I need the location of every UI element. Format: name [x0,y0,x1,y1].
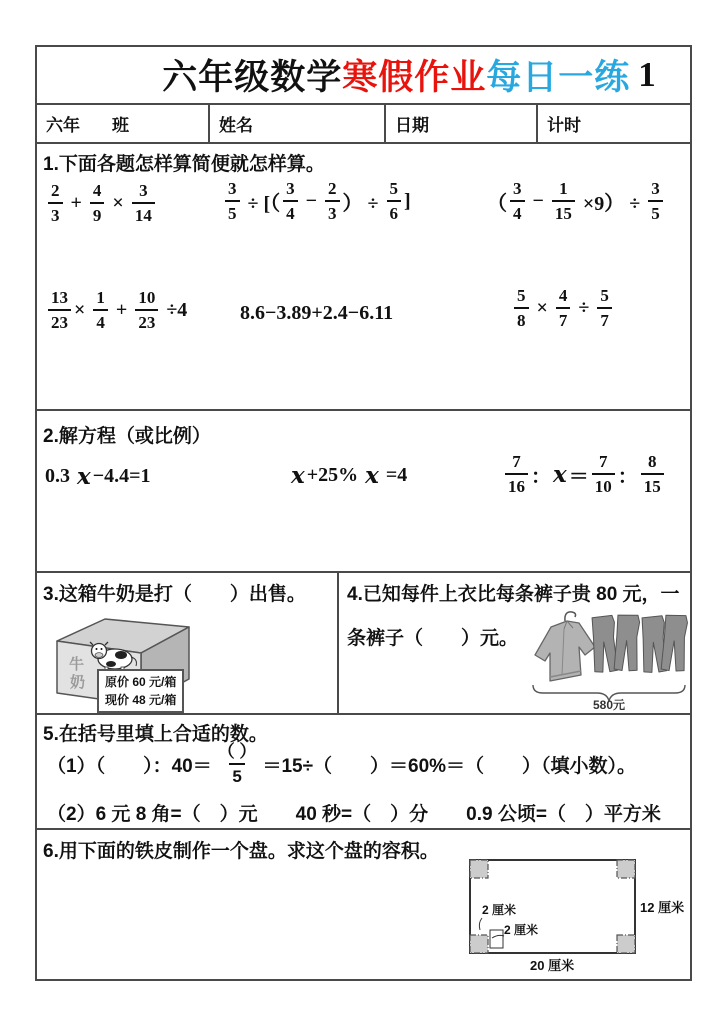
section-5-fill-blanks [37,713,690,828]
title-row [37,47,690,103]
corner-cutout-top-right [617,860,635,878]
corner-cutout-bottom-left [470,935,488,953]
hanger-icon [565,612,576,621]
section-1-simplify [37,142,690,409]
section-3-question: 3.这箱牛奶是打（ ）出售。 [43,584,306,605]
s2-equation-1: 0.3 x −4.4=1 [45,463,151,490]
milk-char-1: 牛 [69,656,85,673]
s5-line-1: （1）（ ）：40＝ $\frac{( )}{5}$ ＝15÷（ ）＝60%＝（ ）（填小数）。 [47,742,637,786]
jacket-icon [535,621,595,681]
clothes-icon [529,609,689,711]
tin-diagram-figure [452,846,687,976]
clothes-figure [529,609,689,711]
info-cell-date [384,105,536,142]
section-2-equations [37,409,690,571]
section-6-tin-tray [37,828,690,979]
price-original: 原价 60 元/箱 [105,675,177,689]
section-6-heading: 6.用下面的铁皮制作一个盘。求这个盘的容积。 [43,841,439,862]
s1-problem-2: $\frac{3}{5}$ ÷ [（ $\frac{3}{4}$ − $\frac{2}{3}$ ） ÷ $\frac{5}{6}$ ] [222,180,411,222]
section-3-4-row [37,571,690,713]
dim-12cm-right: 12 厘米 [640,900,685,915]
section-5-heading: 5.在括号里填上合适的数。 [43,724,268,745]
title-part-blue: 每日一练 [486,58,631,97]
section-1-heading: 1.下面各题怎样算简便就怎样算。 [43,154,325,175]
info-cell-class [37,105,208,142]
s1-problem-1: $\frac{2}{3}$ + $\frac{4}{9}$ × $\frac{3}{14}$ [45,182,158,224]
tin-diagram [452,846,687,976]
price-tag [97,669,184,713]
s1-problem-3: （ $\frac{3}{4}$ − $\frac{1}{15}$ ×9） ÷ $\frac{3}{5}$ [487,180,666,222]
title-number: 1 [638,55,657,94]
dim-20cm-bottom: 20 厘米 [530,958,575,973]
section-4-clothes [337,573,690,713]
s5-line-2: （2）6 元 8 角=（ ）元 40 秒=（ ）分 0.9 公顷=（ ）平方米 [47,804,661,825]
s2-equation-3: $\frac{7}{16}$ ： x ＝ $\frac{7}{10}$ ： $\frac{8}{15}$ [502,453,667,495]
clothes-price-label: 580元 [592,698,626,711]
dim-2cm-horizontal: 2 厘米 [504,923,539,937]
info-cell-timing [536,105,690,142]
grade-label: 六年 [46,116,80,135]
info-cell-name [208,105,384,142]
dim-2cm-vertical: 2 厘米 [482,903,517,917]
corner-tab [490,930,503,948]
s1-problem-5: 8.6−3.89+2.4−6.11 [240,302,394,324]
section-4-question-line2: 条裤子（ ）元。 [347,628,519,649]
s1-problem-6: $\frac{5}{8}$ × $\frac{4}{7}$ ÷ $\frac{5}{7}$ [511,287,615,329]
worksheet-table [35,45,692,981]
section-3-milk [37,573,337,713]
s1-problem-4: $\frac{13}{23}$ × $\frac{1}{4}$ + $\frac{10}{23}$ ÷4 [45,289,187,331]
s2-equation-2: x +25% x =4 [291,462,408,489]
corner-cutout-bottom-right [617,935,635,953]
section-2-heading: 2.解方程（或比例） [43,426,211,447]
corner-cutout-top-left [470,860,488,878]
milk-box-figure [45,611,195,707]
section-4-question-line1: 4.已知每件上衣比每条裤子贵 80 元，一 [347,584,680,605]
pants-icon [591,614,688,673]
timing-label: 计时 [547,116,581,135]
class-label: 班 [112,116,129,135]
info-row [37,103,690,142]
name-label: 姓名 [219,116,253,135]
title-part-black: 六年级数学 [162,58,343,97]
title-part-red: 寒假作业 [342,58,487,97]
price-current: 现价 48 元/箱 [105,693,177,707]
milk-char-2: 奶 [70,674,86,691]
date-label: 日期 [395,116,429,135]
